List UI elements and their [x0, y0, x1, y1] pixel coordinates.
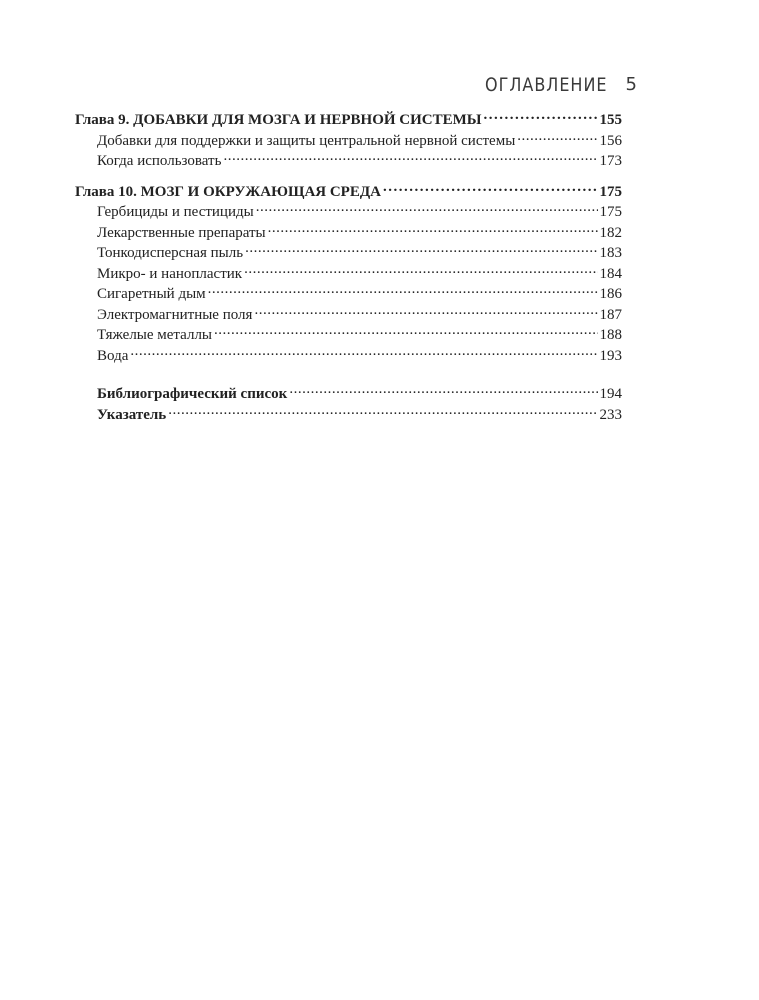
dot-leader [289, 383, 597, 398]
dot-leader [214, 324, 597, 339]
toc-item-page: 194 [599, 386, 622, 402]
toc-item[interactable] [75, 324, 622, 345]
toc-item[interactable] [75, 150, 622, 171]
dot-leader [245, 242, 597, 257]
dot-leader [268, 222, 598, 237]
toc-item-page: 173 [599, 153, 622, 169]
toc-item-page: 156 [599, 132, 622, 149]
toc-item-label: Гербициды и пестициды [97, 204, 254, 220]
toc-item-label: Сигаретный дым [97, 286, 206, 302]
page-number: 5 [625, 74, 637, 95]
dot-leader [256, 201, 598, 216]
toc-item-label: Тонкодисперсная пыль [97, 245, 244, 261]
toc-item-label: Указатель [97, 406, 167, 423]
toc-item-label: Когда использовать [97, 153, 222, 169]
toc-item-page: 188 [599, 327, 622, 343]
dot-leader [517, 130, 597, 145]
toc-item-page: 193 [599, 347, 622, 364]
toc-item-page: 186 [599, 286, 622, 302]
chapter-page: 175 [599, 183, 622, 200]
toc-chapter-10[interactable] [75, 181, 622, 202]
dot-leader [254, 304, 597, 319]
toc-item[interactable] [75, 304, 622, 325]
toc-item-label: Тяжелые металлы [97, 327, 213, 343]
dot-leader [223, 150, 597, 165]
dot-leader [383, 181, 597, 196]
spacer [75, 171, 622, 181]
toc-item[interactable] [75, 345, 622, 366]
toc-item-label: Добавки для поддержки и защиты центральной нервной системы [97, 132, 516, 149]
spacer [75, 365, 622, 383]
toc-item-page: 233 [599, 406, 622, 423]
toc-item[interactable] [75, 283, 622, 304]
toc-item-page: 182 [599, 224, 622, 241]
toc-item-label: Вода [97, 347, 129, 364]
toc-item[interactable] [75, 222, 622, 243]
toc-index[interactable] [75, 404, 622, 425]
toc-chapter-9[interactable] [75, 109, 622, 130]
toc-item[interactable] [75, 201, 622, 222]
toc-item-label: Лекарственные препараты [97, 224, 266, 241]
toc-item[interactable] [75, 130, 622, 151]
toc-item-page: 175 [599, 204, 622, 220]
chapter-title: Глава 10. МОЗГ И ОКРУЖАЮЩАЯ СРЕДА [75, 183, 382, 200]
toc-item[interactable] [75, 242, 622, 263]
dot-leader [208, 283, 598, 298]
dot-leader [244, 263, 597, 278]
toc-item-page: 187 [599, 306, 622, 323]
toc-item-label: Электромагнитные поля [97, 306, 253, 323]
dot-leader [168, 404, 597, 419]
chapter-title: Глава 9. ДОБАВКИ ДЛЯ МОЗГА И НЕРВНОЙ СИСТЕМЫ [75, 112, 482, 128]
dot-leader [130, 345, 597, 360]
toc-item[interactable] [75, 263, 622, 284]
toc-item-page: 184 [599, 265, 622, 282]
dot-leader [484, 109, 598, 124]
chapter-page: 155 [599, 112, 622, 128]
toc-item-page: 183 [599, 245, 622, 261]
toc-bibliography[interactable] [75, 383, 622, 404]
section-title: ОГЛАВЛЕНИЕ [484, 73, 608, 96]
toc-item-label: Микро- и нанопластик [97, 265, 243, 282]
running-head [485, 74, 637, 95]
table-of-contents [75, 109, 622, 424]
toc-item-label: Библиографический список [97, 386, 288, 402]
